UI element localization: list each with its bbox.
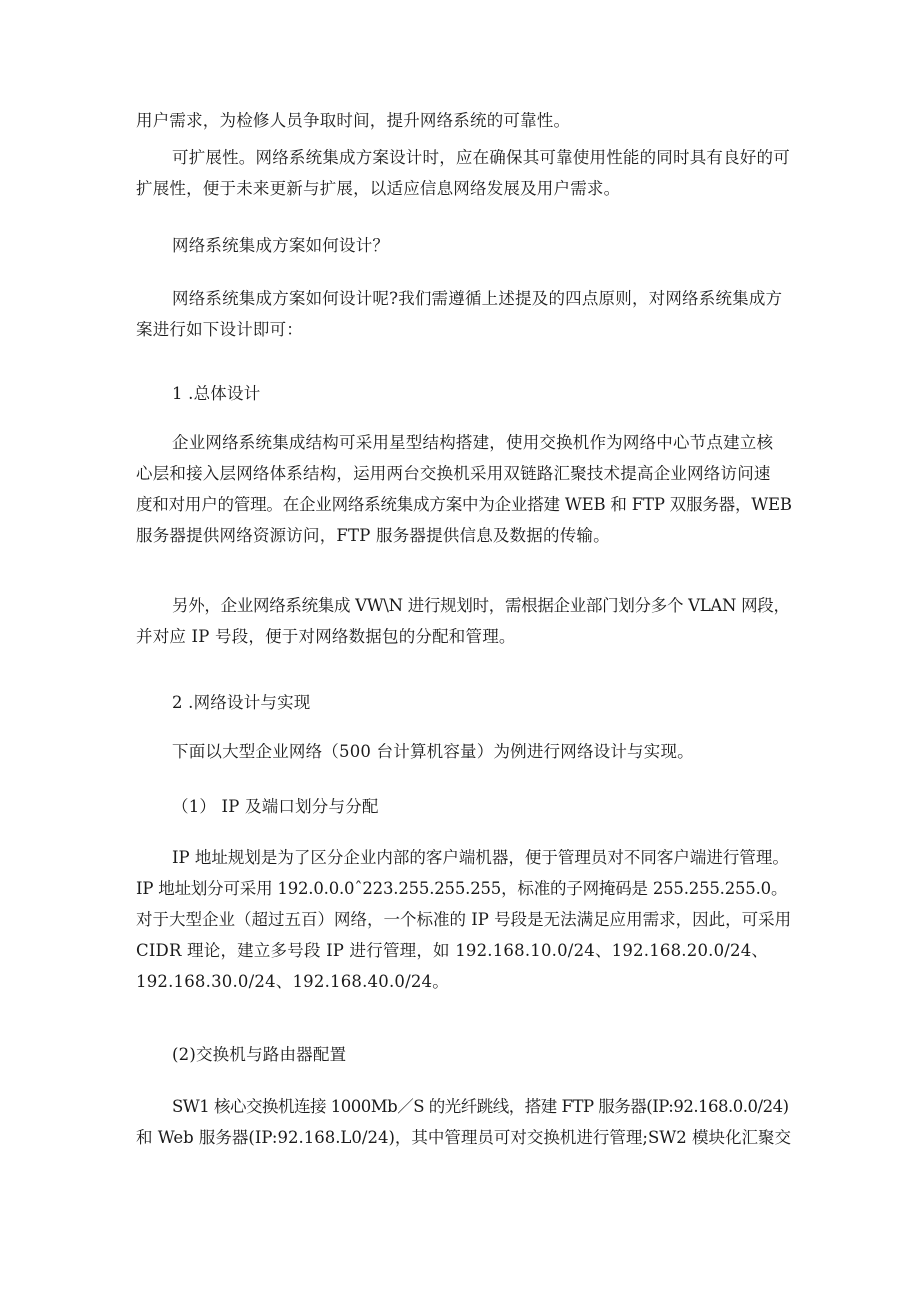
text-line: 并对应 IP 号段，便于对网络数据包的分配和管理。 <box>136 627 516 646</box>
heading-switch-router <box>136 1039 792 1070</box>
text-line: 服务器提供网络资源访问，FTP 服务器提供信息及数据的传输。 <box>136 526 610 545</box>
paragraph-overall-design <box>136 427 792 551</box>
paragraph-how-to-design <box>136 283 792 345</box>
text-line: 可扩展性。网络系统集成方案设计时，应在确保其可靠使用性能的同时具有良好的可 <box>172 148 790 167</box>
text-line: 案进行如下设计即可： <box>136 320 303 339</box>
text-line: 度和对用户的管理。在企业网络系统集成方案中为企业搭建 WEB 和 FTP 双服务器，WEB <box>136 495 792 514</box>
text-line: 企业网络系统集成结构可采用星型结构搭建，使用交换机作为网络中心节点建立核 <box>172 433 774 452</box>
text-line: （1） IP 及端口划分与分配 <box>172 797 379 816</box>
paragraph-continuation <box>136 105 792 136</box>
text-line: 另外，企业网络系统集成 VW\N 进行规划时，需根据企业部门划分多个 VLAN 网段， <box>172 596 790 615</box>
text-line: CIDR 理论，建立多号段 IP 进行管理，如 192.168.10.0/24、192.168.20.0/24、 <box>136 941 769 960</box>
text-line: 用户需求，为检修人员争取时间，提升网络系统的可靠性。 <box>136 111 571 130</box>
text-line: 2 .网络设计与实现 <box>172 693 311 712</box>
text-line: 1 .总体设计 <box>172 384 261 403</box>
paragraph-scalability <box>136 142 792 204</box>
text-line: 192.168.30.0/24、192.168.40.0/24。 <box>136 972 449 991</box>
heading-ip-port <box>136 791 792 822</box>
heading-overall-design <box>136 378 792 409</box>
paragraph-example <box>136 736 792 767</box>
heading-how-to-design <box>136 230 792 261</box>
text-line: 网络系统集成方案如何设计？ <box>172 236 390 255</box>
text-line: 下面以大型企业网络（500 台计算机容量）为例进行网络设计与实现。 <box>172 742 694 761</box>
text-line: SW1 核心交换机连接 1000Mb／S 的光纤跳线，搭建 FTP 服务器(IP:92.168.0.0/24) <box>172 1097 789 1116</box>
paragraph-switch <box>136 1091 792 1153</box>
text-line: 和 Web 服务器(IP:92.168.L0/24)，其中管理员可对交换机进行管理;SW2 模块化汇聚交 <box>136 1128 791 1147</box>
text-line: 心层和接入层网络体系结构，运用两台交换机采用双链路汇聚技术提高企业网络访问速 <box>136 464 771 483</box>
text-line: (2)交换机与路由器配置 <box>172 1045 347 1064</box>
text-line: 扩展性，便于未来更新与扩展，以适应信息网络发展及用户需求。 <box>136 179 621 198</box>
paragraph-ip-plan <box>136 842 792 997</box>
text-line: IP 地址规划是为了区分企业内部的客户端机器，便于管理员对不同客户端进行管理。 <box>172 848 789 867</box>
heading-network-design <box>136 687 792 718</box>
text-line: 网络系统集成方案如何设计呢?我们需遵循上述提及的四点原则，对网络系统集成方 <box>172 289 783 308</box>
text-line: 对于大型企业（超过五百）网络，一个标准的 IP 号段是无法满足应用需求，因此，可采用 <box>136 910 792 929</box>
paragraph-vlan <box>136 590 792 652</box>
text-line: IP 地址划分可采用 192.0.0.0ˆ223.255.255.255，标准的子网掩码是 255.255.255.0。 <box>136 879 788 898</box>
